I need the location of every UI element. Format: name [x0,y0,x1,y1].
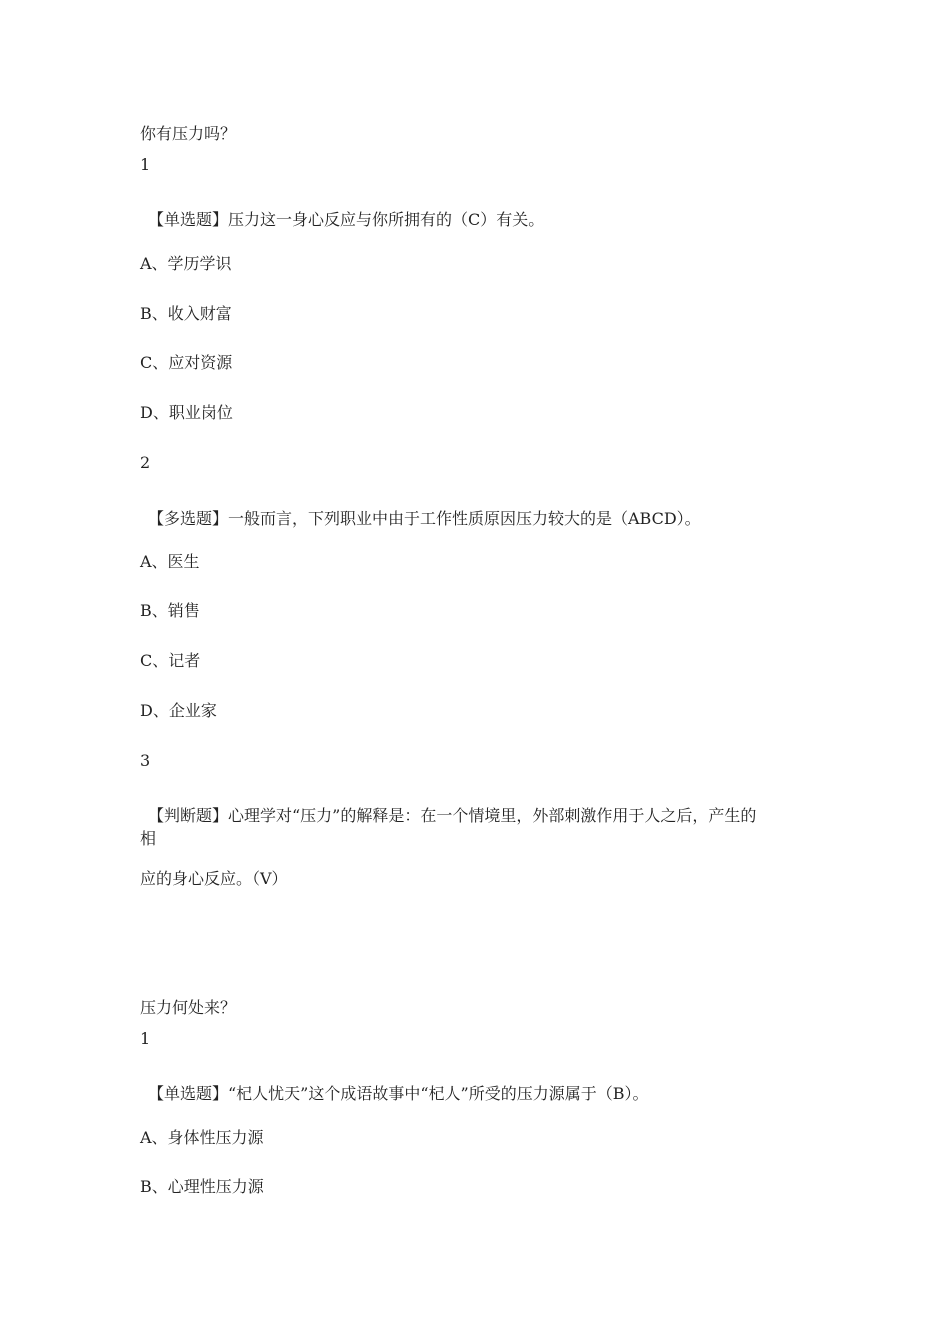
question-stem-continuation: 应的身心反应。（V） [140,869,288,888]
option-d: D、企业家 [140,701,217,720]
question-number: 1 [140,155,151,174]
question-stem: 【多选题】一般而言，下列职业中由于工作性质原因压力较大的是（ABCD）。 [148,509,701,528]
option-a: A、学历学识 [140,254,232,273]
option-c: C、记者 [140,651,201,670]
option-a: A、身体性压力源 [140,1128,264,1147]
question-stem-wrap: 相 [140,829,157,848]
question-number: 1 [140,1029,151,1048]
option-d: D、职业岗位 [140,403,233,422]
option-a: A、医生 [140,552,200,571]
question-stem: 【单选题】压力这一身心反应与你所拥有的（C）有关。 [148,210,545,229]
option-b: B、心理性压力源 [140,1177,264,1196]
question-stem: 【判断题】心理学对“压力”的解释是：在一个情境里，外部刺激作用于人之后，产生的 [148,806,757,825]
question-number: 2 [140,453,151,472]
section-title: 你有压力吗？ [140,124,237,143]
option-c: C、应对资源 [140,353,233,372]
question-number: 3 [140,751,151,770]
section-title: 压力何处来？ [140,998,237,1017]
option-b: B、收入财富 [140,304,232,323]
question-stem: 【单选题】“杞人忧天”这个成语故事中“杞人”所受的压力源属于（B）。 [148,1084,649,1103]
option-b: B、销售 [140,601,200,620]
